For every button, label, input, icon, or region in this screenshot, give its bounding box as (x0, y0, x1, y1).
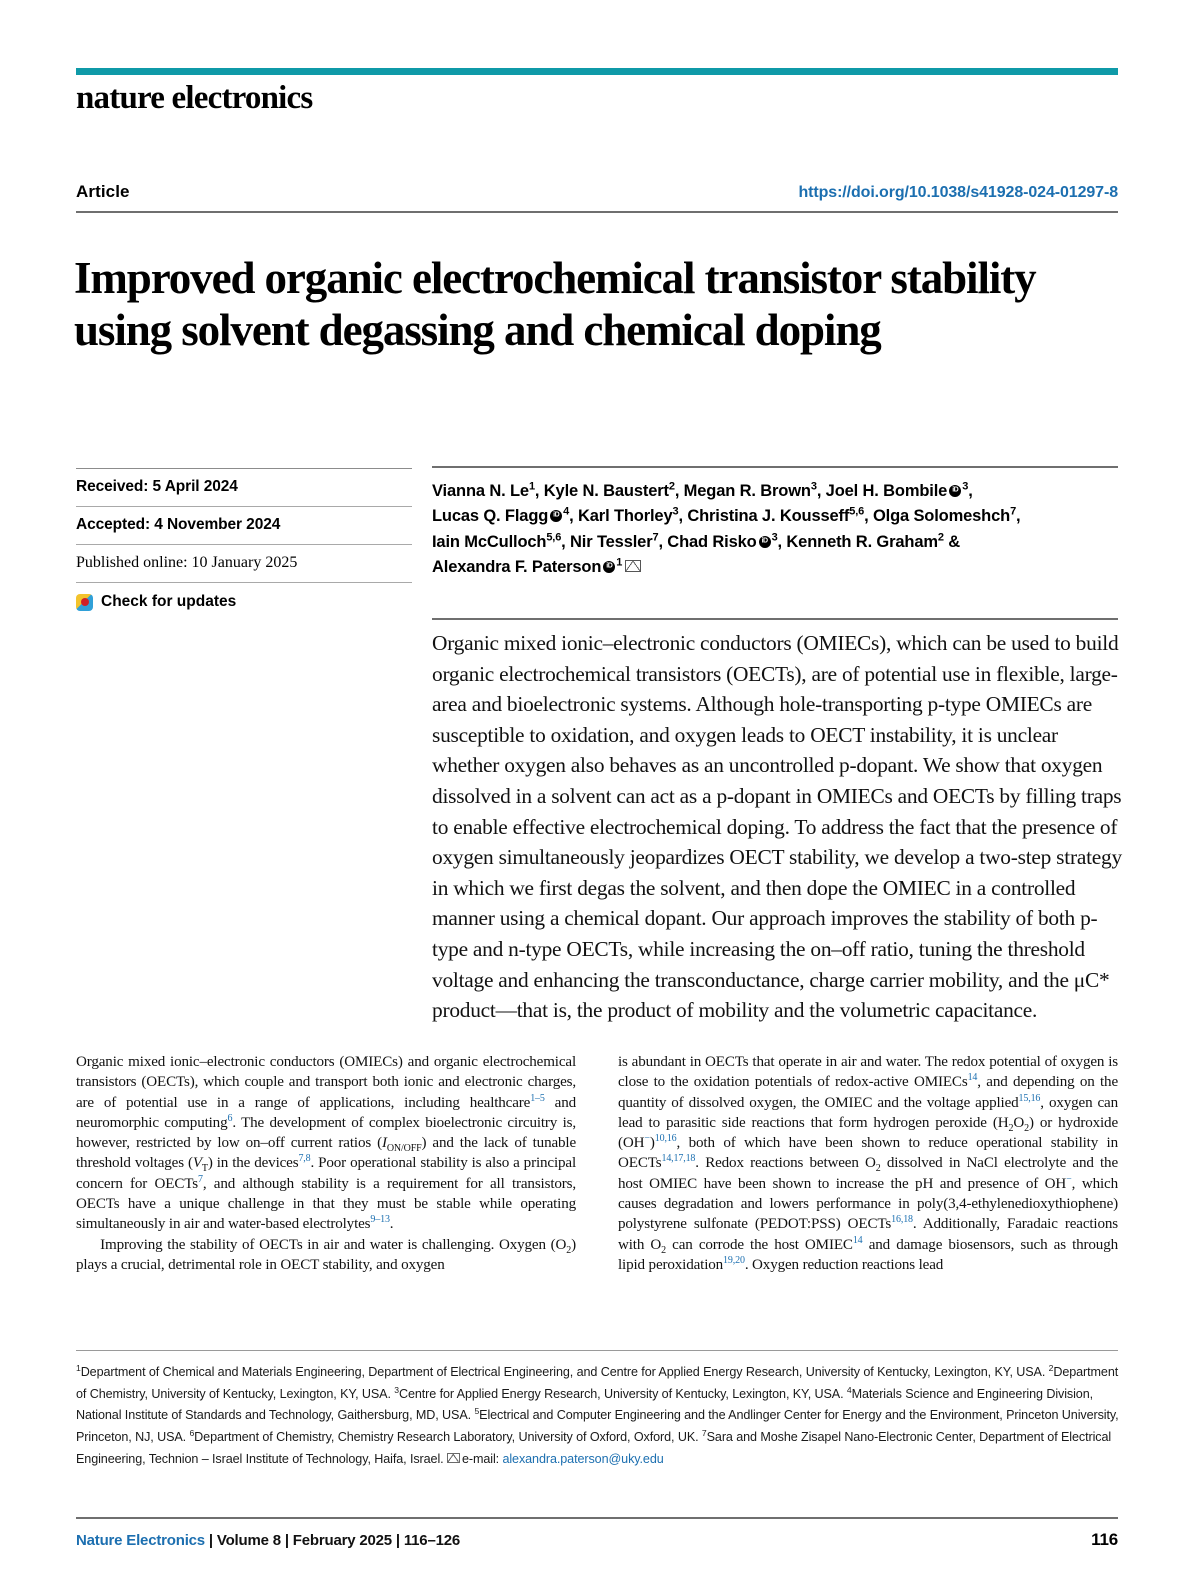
footer-divider (76, 1517, 1118, 1519)
page-footer (76, 1530, 1118, 1550)
page-title: Improved organic electrochemical transistor stability using solvent degassing and chemical doping (74, 253, 1036, 356)
published-date: Published online: 10 January 2025 (76, 554, 298, 571)
crossmark-icon (76, 594, 93, 611)
doi-link[interactable]: https://doi.org/10.1038/s41928-024-01297-8 (798, 184, 1118, 201)
orcid-icon[interactable] (603, 561, 615, 573)
email-icon[interactable] (625, 560, 641, 572)
authors-text (432, 479, 1118, 581)
body-column-left (76, 1052, 576, 1275)
authors-divider (432, 466, 1118, 468)
article-type-row (76, 182, 1118, 202)
email-icon (447, 1453, 460, 1463)
affiliations-text: $^1$Department of Chemical and Materials Engineering, Department of Electrical Engineering, and Centre for Applied Energy Research, University of Kentucky, Lexington, KY, USA. $^2$Department of Chemistry, University of Kentucky, Lexington, KY, USA. $^3$Centre for Applied Energy Research, University of Kentucky, Lexington, KY, USA. $^4$Materials Science and Engineering Division, National Institute of Standards and Technology, Gaithersburg, MD, USA. $^5$Electrical and Computer Engineering and the Andlinger Center for Energy and the Environment, Princeton University, Princeton, NJ, USA. $^6$Department of Chemistry, Chemistry Research Laboratory, University of Oxford, Oxford, UK. $^7$Sara and Moshe Zisapel Nano-Electronic Center, Department of Electrical Engineering, Technion – Israel Institute of Technology, Haifa, Israel. e-mail: alexandra.paterson@uky.edu (76, 1362, 1119, 1466)
author-line-2: Lucas Q. Flagg iD $^4$, Karl Thorley$^3$, Christina J. Kousseff$^{5,6}$, Olga Solomeshch$^7$, (432, 507, 1020, 525)
orcid-icon[interactable] (949, 485, 961, 497)
abstract-divider (432, 618, 1118, 620)
page-number: 116 (1091, 1530, 1118, 1549)
footer-citation (76, 1532, 460, 1549)
article-type-label: Article (76, 182, 130, 201)
check-for-updates-button[interactable] (76, 583, 412, 611)
orcid-icon[interactable] (550, 510, 562, 522)
author-line-3: Iain McCulloch$^{5,6}$, Nir Tessler$^7$, Chad Risko iD $^3$, Kenneth R. Graham$^2$ & (432, 533, 960, 551)
journal-masthead: nature electronics (76, 80, 313, 116)
paragraph: Organic mixed ionic–electronic conductors (OMIECs) and organic electrochemical transistors (OECTs), which couple and transport both ionic and electronic charges, are of potential use in a range of applications, including healthcare$^{1-5}$ and neuromorphic computing$^6$. The development of complex bioelectronic circuitry is, however, restricted by low on–off current ratios $(I_{ON/OFF})$ and the lack of tunable threshold voltages $(V_T)$ in the devices$^{7,8}$. Poor operational stability is also a principal concern for OECTs$^7$, and although stability is a requirement for all transistors, OECTs have a unique challenge in that they must be stable while operating simultaneously in air and water-based electrolytes$^{9-13}$. (76, 1054, 577, 1233)
author-line-1: Vianna N. Le$^1$, Kyle N. Baustert$^2$, Megan R. Brown$^3$, Joel H. Bombile iD $^3$, (432, 482, 973, 500)
email-label: e-mail: (461, 1451, 500, 1466)
accepted-date: Accepted: 4 November 2024 (76, 516, 281, 533)
corresponding-email-link[interactable]: alexandra.paterson@uky.edu (502, 1451, 664, 1466)
paragraph: is abundant in OECTs that operate in air and water. The redox potential of oxygen is close to the oxidation potentials of redox-active OMIECs$^{14}$, and depending on the quantity of dissolved oxygen, the OMIEC and the voltage applied$^{15,16}$, oxygen can lead to parasitic side reactions that form hydrogen peroxide $(H_2O_2)$ or hydroxide (OH−)$^{10,16}$, both of which have been shown to reduce operational stability in OECTs$^{14,17,18}$. Redox reactions between $O_2$ dissolved in NaCl electrolyte and the host OMIEC have been shown to increase the pH and presence of OH−, which causes degradation and lowers performance in poly(3,4-ethylenedioxythiophene) polystyrene sulfonate (PEDOT:PSS) OECTs$^{16,18}$. Additionally, Faradaic reactions with $O_2$ can corrode the host OMIEC$^{14}$ and damage biosensors, such as through lipid peroxidation$^{19,20}$. Oxygen reduction reactions lead (618, 1054, 1119, 1273)
header-divider (76, 211, 1118, 213)
publication-meta (76, 468, 412, 611)
received-date: Received: 5 April 2024 (76, 478, 238, 495)
body-columns (76, 1052, 1118, 1275)
abstract-text: Organic mixed ionic–electronic conductors (OMIECs), which can be used to build organic electrochemical transistors (OECTs), are of potential use in flexible, large-area and bioelectronic systems. Although hole-transporting p-type OMIECs are susceptible to oxidation, and oxygen leads to OECT instability, it is unclear whether oxygen also behaves as an uncontrolled p-dopant. We show that oxygen dissolved in a solvent can act as a p-dopant in OMIECs and OECTs by filling traps to enable effective electrochemical doping. To address the fact that the presence of oxygen simultaneously jeopardizes OECT stability, we develop a two-step strategy in which we first degas the solvent, and then dope the OMIEC in a controlled manner using a chemical dopant. Our approach improves the stability of both p-type and n-type OECTs, while increasing the on–off ratio, tuning the threshold voltage and enhancing the transconductance, charge carrier mobility, and the μC* product—that is, the product of mobility and the volumetric capacitance. (432, 631, 1122, 1023)
body-column-right (618, 1052, 1118, 1275)
affiliations-divider (76, 1350, 1118, 1351)
author-list (432, 466, 1118, 581)
check-for-updates-label: Check for updates (101, 593, 237, 610)
author-line-4: Alexandra F. Paterson iD $^1$ (432, 558, 641, 576)
footer-journal-name: Nature Electronics (76, 1532, 205, 1549)
footer-volume-pages: | Volume 8 | February 2025 | 116–126 (208, 1532, 461, 1549)
paragraph: Improving the stability of OECTs in air and water is challenging. Oxygen $(O_2)$ plays a crucial, detrimental role in OECT stability, and oxygen (76, 1236, 576, 1273)
orcid-icon[interactable] (759, 536, 771, 548)
brand-accent-rule (76, 68, 1118, 75)
